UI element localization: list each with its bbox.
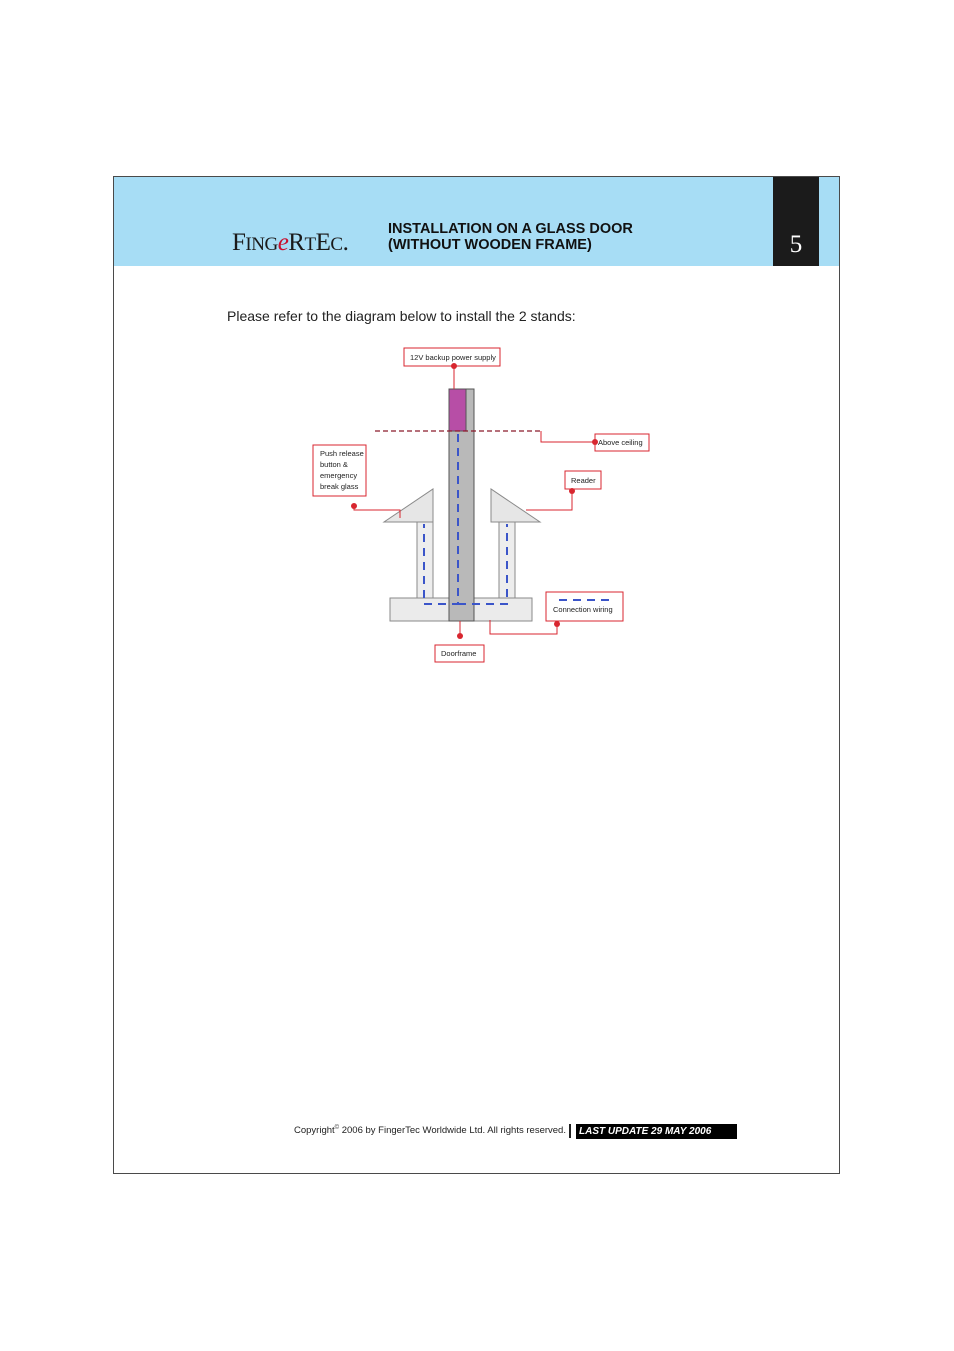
label-push-release-2: button & xyxy=(320,460,348,469)
copyright-text: Copyright© 2006 by FingerTec Worldwide Ltd. All rights reserved. xyxy=(294,1125,566,1137)
callout-reader xyxy=(526,471,601,510)
callout-power-supply xyxy=(404,348,500,389)
label-reader: Reader xyxy=(571,476,596,485)
callout-doorframe xyxy=(435,621,484,662)
label-above-ceiling: Above ceiling xyxy=(598,438,643,447)
label-power-supply: 12V backup power supply xyxy=(410,353,496,362)
label-connection-wiring: Connection wiring xyxy=(553,605,613,614)
left-stand-post xyxy=(417,522,433,598)
reader-unit xyxy=(491,489,540,522)
page-title xyxy=(388,221,633,253)
push-release-unit xyxy=(384,489,433,522)
last-update-badge: LAST UPDATE 29 MAY 2006 xyxy=(576,1124,737,1139)
page-number: 5 xyxy=(789,231,803,258)
callout-above-ceiling xyxy=(541,431,649,451)
intro-text: Please refer to the diagram below to install the 2 stands: xyxy=(227,308,576,324)
callout-push-release xyxy=(313,445,400,518)
title-line-2: (WITHOUT WOODEN FRAME) xyxy=(388,237,592,253)
power-supply-box xyxy=(449,389,466,431)
installation-diagram xyxy=(300,340,660,680)
label-doorframe: Doorframe xyxy=(441,649,477,658)
label-push-release-1: Push release xyxy=(320,449,364,458)
label-push-release-3: emergency xyxy=(320,471,358,480)
title-line-1: INSTALLATION ON A GLASS DOOR xyxy=(388,221,633,237)
footer-separator xyxy=(569,1124,571,1138)
label-push-release-4: break glass xyxy=(320,482,359,491)
fingertec-logo: FINGeRTEC. xyxy=(232,229,349,256)
